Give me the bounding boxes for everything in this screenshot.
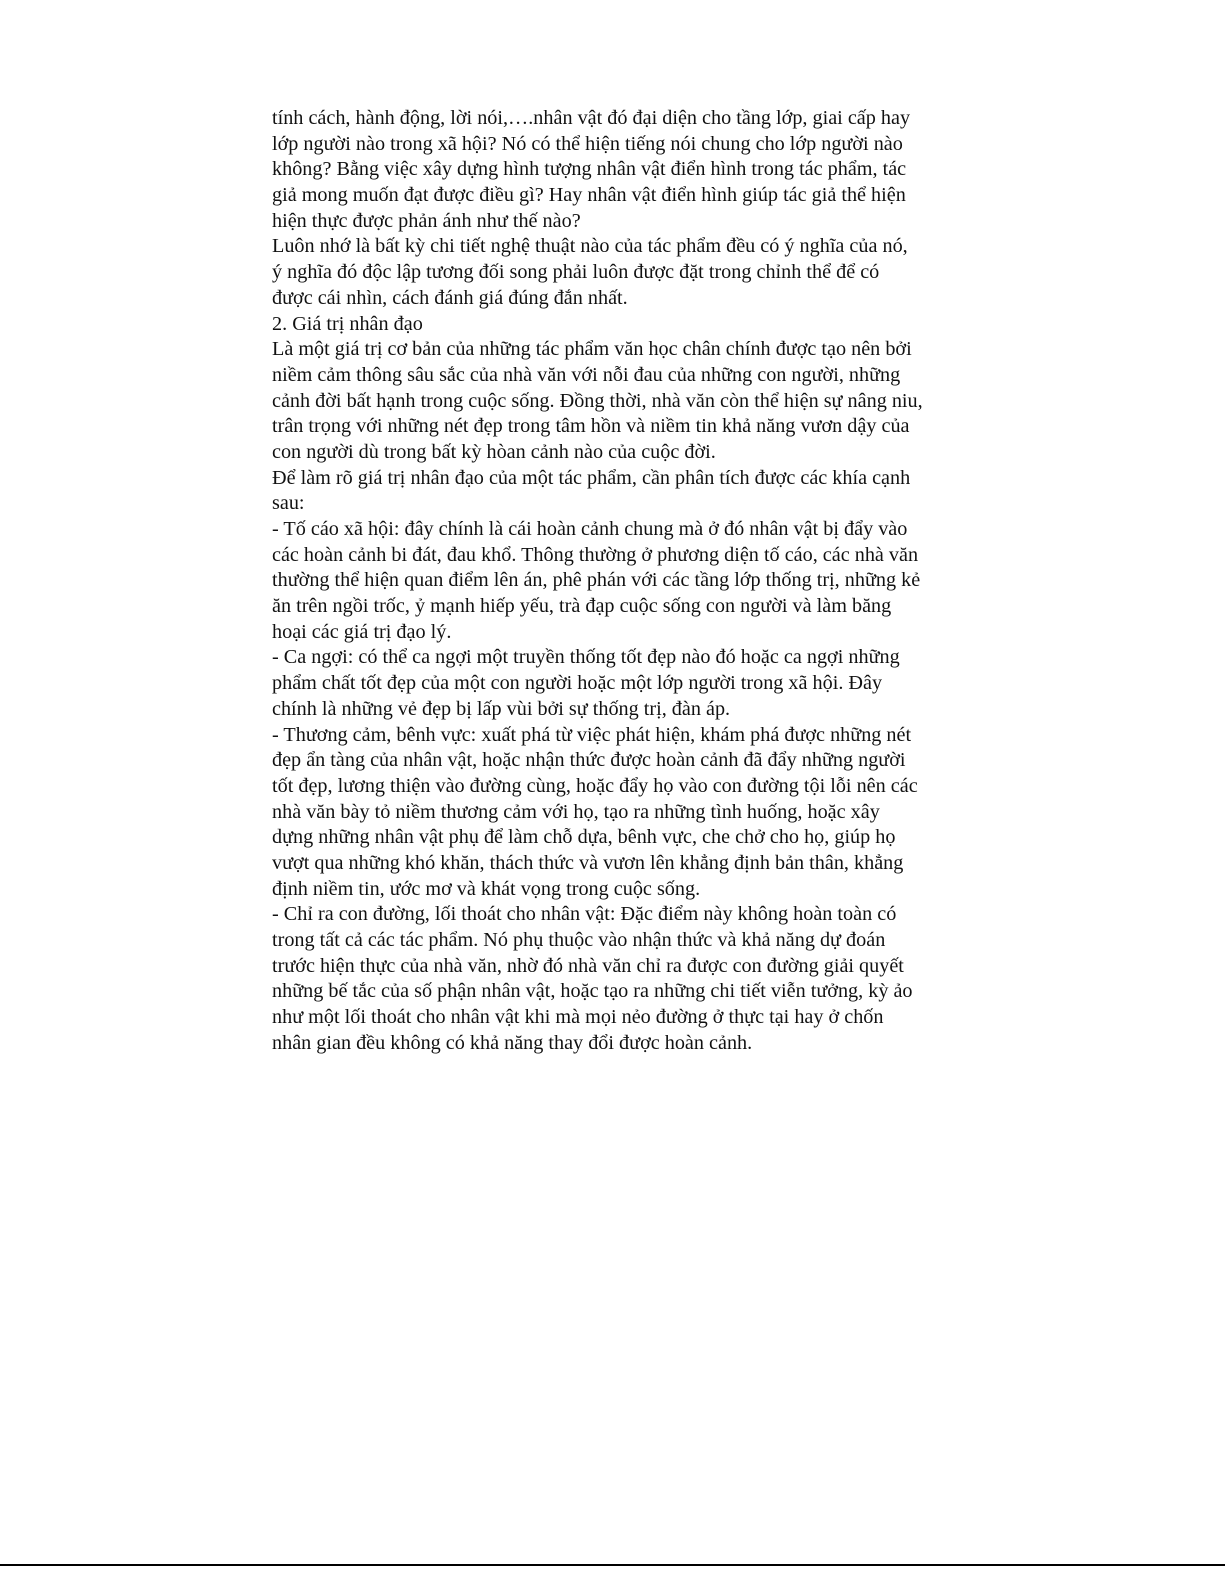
text-line: hoại các giá trị đạo lý. xyxy=(272,620,452,643)
text-line: con người dù trong bất kỳ hòan cảnh nào của cuộc đời. xyxy=(272,440,716,463)
text-line: được cái nhìn, cách đánh giá đúng đắn nhất. xyxy=(272,286,628,309)
text-line: 2. Giá trị nhân đạo xyxy=(272,312,423,335)
text-line: tốt đẹp, lương thiện vào đường cùng, hoặc đẩy họ vào con đường tội lỗi nên các xyxy=(272,774,918,797)
text-line: Để làm rõ giá trị nhân đạo của một tác phẩm, cần phân tích được các khía cạnh xyxy=(272,466,911,489)
text-line: trong tất cả các tác phẩm. Nó phụ thuộc vào nhận thức và khả năng dự đoán xyxy=(272,929,886,951)
text-line: nhân gian đều không có khả năng thay đổi được hoàn cảnh. xyxy=(272,1031,753,1054)
text-line: cảnh đời bất hạnh trong cuộc sống. Đồng thời, nhà văn còn thể hiện sự nâng niu, xyxy=(272,389,923,412)
text-line: sau: xyxy=(272,492,305,515)
text-line: hiện thực được phản ánh như thế nào? xyxy=(272,209,581,232)
page-bottom-rule xyxy=(0,1564,1225,1566)
text-line: - Tố cáo xã hội: đây chính là cái hoàn cảnh chung mà ở đó nhân vật bị đẩy vào xyxy=(272,518,908,540)
text-line: như một lối thoát cho nhân vật khi mà mọi nẻo đường ở thực tại hay ở chốn xyxy=(272,1006,884,1029)
text-line: định niềm tin, ước mơ và khát vọng trong cuộc sống. xyxy=(272,877,701,900)
text-line: Luôn nhớ là bất kỳ chi tiết nghệ thuật nào của tác phẩm đều có ý nghĩa của nó, xyxy=(272,235,908,258)
text-line: - Chỉ ra con đường, lối thoát cho nhân vật: Đặc điểm này không hoàn toàn có xyxy=(272,903,897,926)
text-line: thường thể hiện quan điểm lên án, phê phán với các tầng lớp thống trị, những kẻ xyxy=(272,569,921,592)
text-line: ăn trên ngồi trốc, ỷ mạnh hiếp yếu, trà đạp cuộc sống con người và làm băng xyxy=(272,595,892,618)
text-line: giả mong muốn đạt được điều gì? Hay nhân vật điển hình giúp tác giả thể hiện xyxy=(272,184,906,207)
text-line: lớp người nào trong xã hội? Nó có thể hiện tiếng nói chung cho lớp người nào xyxy=(272,132,903,155)
text-line: chính là những vẻ đẹp bị lấp vùi bởi sự thống trị, đàn áp. xyxy=(272,697,731,720)
text-line: niềm cảm thông sâu sắc của nhà văn với nỗi đau của những con người, những xyxy=(272,363,901,386)
text-line: trân trọng với những nét đẹp trong tâm hồn và niềm tin khả năng vươn dậy của xyxy=(272,415,910,438)
text-line: vượt qua những khó khăn, thách thức và vươn lên khẳng định bản thân, khẳng xyxy=(272,851,904,874)
text-line: các hoàn cảnh bi đát, đau khổ. Thông thường ở phương diện tố cáo, các nhà văn xyxy=(272,543,919,566)
text-line: - Thương cảm, bênh vực: xuất phá từ việc phát hiện, khám phá được những nét xyxy=(272,723,912,746)
text-line: ý nghĩa đó độc lập tương đối song phải luôn được đặt trong chỉnh thể để có xyxy=(272,261,880,284)
text-line: những bế tắc của số phận nhân vật, hoặc tạo ra những chi tiết viễn tưởng, kỳ ảo xyxy=(272,980,913,1003)
text-line: Là một giá trị cơ bản của những tác phẩm văn học chân chính được tạo nên bởi xyxy=(272,338,912,361)
text-line: trước hiện thực của nhà văn, nhờ đó nhà văn chỉ ra được con đường giải quyết xyxy=(272,954,904,977)
text-line: dựng những nhân vật phụ để làm chỗ dựa, bênh vực, che chở cho họ, giúp họ xyxy=(272,826,896,849)
text-line: đẹp ẩn tàng của nhân vật, hoặc nhận thức được hoàn cảnh đã đẩy những người xyxy=(272,749,906,772)
text-line: tính cách, hành động, lời nói,….nhân vật đó đại diện cho tầng lớp, giai cấp hay xyxy=(272,107,911,129)
text-line: - Ca ngợi: có thể ca ngợi một truyền thống tốt đẹp nào đó hoặc ca ngợi những xyxy=(272,646,900,669)
text-line: phẩm chất tốt đẹp của một con người hoặc một lớp người trong xã hội. Đây xyxy=(272,672,883,695)
document-body xyxy=(272,106,972,1056)
text-line: không? Bằng việc xây dựng hình tượng nhân vật điển hình trong tác phẩm, tác xyxy=(272,158,907,181)
text-line: nhà văn bày tỏ niềm thương cảm với họ, tạo ra những tình huống, hoặc xây xyxy=(272,800,880,823)
